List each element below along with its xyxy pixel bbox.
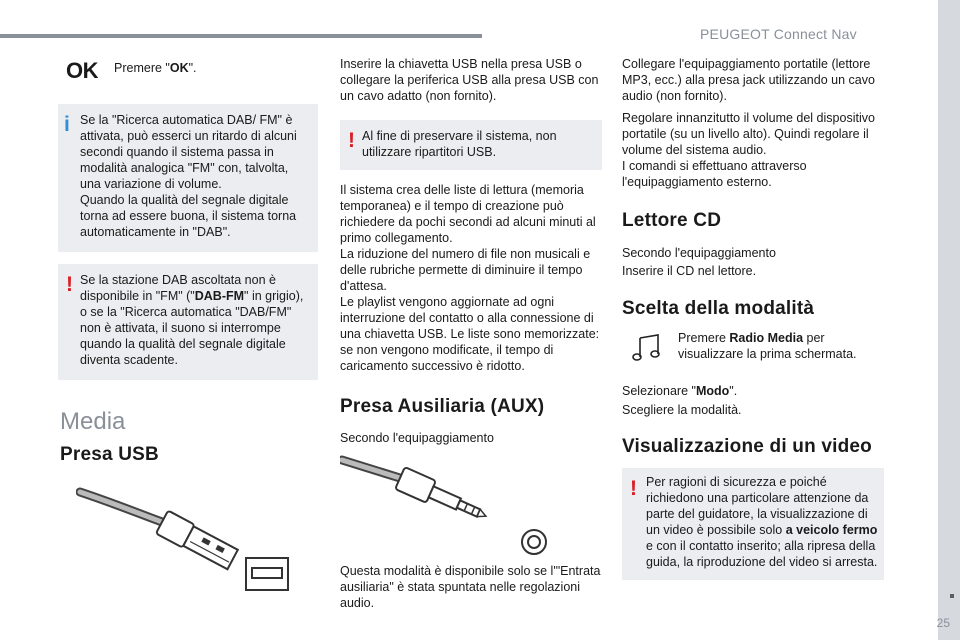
ok-button-icon: OK — [66, 58, 98, 83]
usb-intro: Inserire la chiavetta USB nella presa USB o collegare la periferica USB alla presa USB con un cavo adatto (non fornito). — [340, 57, 599, 103]
warning-text-video: Per ragioni di sicurezza e poiché richiedono una particolare attenzione da parte del guidatore, la visualizzazione di un video è possibile solo a veicolo fermo e con il contatto inserito; alla ripresa della guida, la riproduzione del video si arresta. — [646, 475, 878, 569]
heading-aux: Presa Ausiliaria (AUX) — [340, 396, 545, 417]
connect-instruction: Collegare l'equipaggiamento portatile (lettore MP3, ecc.) alla presa jack utilizzando un cavo audio (non fornito). — [622, 57, 875, 103]
usb-plug-illustration — [76, 474, 292, 602]
header-rule — [0, 34, 482, 38]
warning-icon: ! — [630, 477, 637, 500]
cd-equipment-note: Secondo l'equipaggiamento — [622, 246, 776, 260]
ok-instruction: Premere "OK". — [114, 61, 197, 75]
warning-text-usb: Al fine di preservare il sistema, non utilizzare ripartitori USB. — [362, 129, 557, 159]
warning-text-dab: Se la stazione DAB ascoltata non è disponibile in "FM" ("DAB-FM" in grigio), o se la "Ricerca automatica "DAB/FM" non è attivata, il suono si interrompe quando la qualità del segnale digitale diventa scadente. — [80, 273, 304, 367]
heading-video: Visualizzazione di un video — [622, 436, 872, 457]
heading-mode: Scelta della modalità — [622, 298, 815, 319]
info-icon: i — [64, 113, 70, 136]
warning-icon: ! — [348, 129, 355, 152]
volume-instruction: Regolare innanzitutto il volume del dispositivo portatile (su un livello alto). Quindi regolare il volume del sistema audio. I comandi si effettuano attraverso l'equipaggiamento esterno. — [622, 111, 875, 189]
info-text-2: Quando la qualità del segnale digitale torna ad essere buona, il sistema torna automaticamente in "DAB". — [80, 193, 297, 239]
warning-icon: ! — [66, 273, 73, 296]
info-box — [58, 104, 318, 252]
warning-box-video — [622, 468, 884, 580]
warning-box-dab — [58, 264, 318, 380]
warning-box-usb — [340, 120, 602, 170]
heading-usb: Presa USB — [60, 444, 159, 465]
section-title-media: Media — [60, 408, 126, 435]
choose-mode-instruction: Scegliere la modalità. — [622, 403, 742, 417]
side-bullet — [950, 594, 954, 598]
playlist-info: Il sistema crea delle liste di lettura (memoria temporanea) e il tempo di creazione può richiedere da pochi secondi ad alcuni minuti al primo collegamento. La riduzione del numero di file non musicali e delle rubriche permette di diminuire il tempo d'attesa. Le playlist vengono aggiornate ad ogni interruzione del contatto o alla connessione di una chiavetta USB. Le liste sono memorizzate: se non vengono modificate, il tempo di caricamento successivo è ridotto. — [340, 183, 600, 373]
aux-equipment-note: Secondo l'equipaggiamento — [340, 431, 494, 445]
music-note-icon — [632, 334, 662, 362]
cd-insert-instruction: Inserire il CD nel lettore. — [622, 264, 757, 278]
aux-availability-note: Questa modalità è disponibile solo se l'"Entrata ausiliaria" è stata spuntata nelle regolazioni audio. — [340, 564, 601, 610]
jack-plug-illustration — [340, 452, 550, 556]
radio-media-instruction: Premere Radio Media per visualizzare la prima schermata. — [678, 331, 857, 361]
page-number: 25 — [936, 616, 950, 630]
info-text-1: Se la "Ricerca automatica DAB/ FM" è attivata, può esserci un ritardo di alcuni secondi quando il sistema passa in modalità analogica "FM" con, talvolta, una variazione di volume. — [80, 113, 297, 191]
side-tab — [938, 0, 960, 640]
brand-title: PEUGEOT Connect Nav — [700, 26, 857, 42]
heading-cd: Lettore CD — [622, 210, 722, 231]
select-mode-instruction: Selezionare "Modo". — [622, 384, 738, 398]
